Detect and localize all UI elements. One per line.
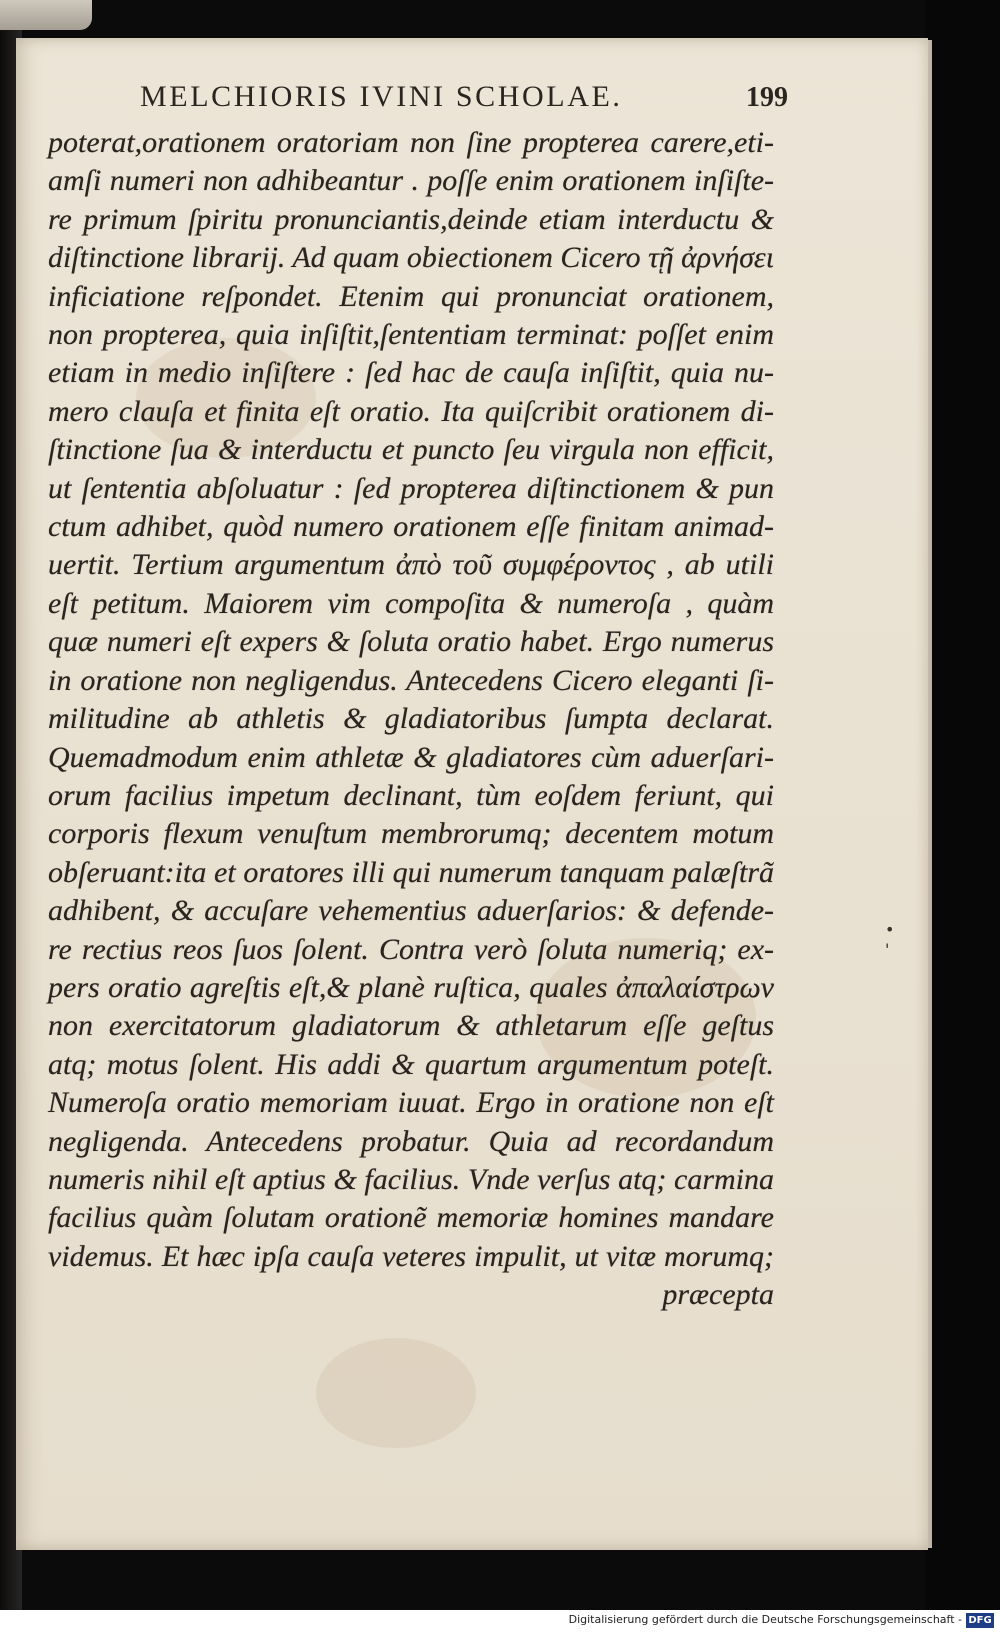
page-number: 199 — [746, 82, 788, 113]
dfg-logo: DFG — [966, 1613, 994, 1628]
text-line: pers oratio agreſtis eſt,& planè ruſtica, quales ἀπαλαίστρων — [48, 970, 774, 1004]
text-line: diſtinctione librarij. Ad quam obiectionem Cicero τῇ ἀρνήσει — [48, 241, 774, 275]
page-header — [140, 80, 788, 124]
text-line: videmus. Et hæc ipſa cauſa veteres impulit, ut vitæ morumq; — [48, 1239, 774, 1273]
text-line: Numeroſa oratio memoriam iuuat. Ergo in oratione non eſt — [48, 1086, 774, 1120]
text-line: numeris nihil eſt aptius & facilius. Vnde verſus atq; carmina — [48, 1162, 774, 1196]
text-line: quæ numeri eſt expers & ſoluta oratio habet. Ergo numerus — [48, 625, 774, 659]
text-line: ctum adhibet, quòd numero orationem eſſe finitam animad- — [48, 510, 774, 544]
text-line: in oratione non negligendus. Antecedens Cicero eleganti ſi- — [48, 663, 774, 697]
text-line: eſt petitum. Maiorem vim compoſita & numeroſa , quàm — [48, 586, 774, 620]
text-line: orum facilius impetum declinant, tùm eoſdem feriunt, qui — [48, 778, 774, 812]
text-line: poterat,orationem oratoriam non ſine propterea carere,eti- — [48, 126, 774, 159]
text-line: corporis flexum venuſtum membrorumq; decentem motum — [48, 817, 774, 851]
body-text — [48, 124, 774, 1315]
text-line: ſtinctione ſua & interductu et puncto ſeu virgula non efficit, — [48, 433, 774, 467]
catchword: præcepta — [662, 1278, 774, 1312]
text-line: non propterea, quia inſiſtit,ſententiam terminat: poſſet enim — [48, 318, 774, 352]
margin-marks: • ' — [885, 920, 895, 959]
text-line: re primum ſpiritu pronunciantis,deinde etiam interductu & — [48, 202, 774, 236]
text-line: amſi numeri non adhibeantur . poſſe enim orationem inſiſte- — [48, 164, 774, 198]
text-line: atq; motus ſolent. His addi & quartum argumentum poteſt. — [48, 1047, 774, 1081]
text-line: etiam in medio inſiſtere : ſed hac de cauſa inſiſtit, quia nu- — [48, 356, 774, 390]
foxing-stain — [316, 1338, 476, 1448]
text-line: Quemadmodum enim athletæ & gladiatores cùm aduerſari- — [48, 740, 774, 774]
text-line: negligenda. Antecedens probatur. Quia ad recordandum — [48, 1124, 774, 1158]
running-head: MELCHIORIS IVINI SCHOLAE. — [140, 80, 623, 113]
text-line: mero clauſa et finita eſt oratio. Ita quiſcribit orationem di- — [48, 394, 774, 428]
scan-border-bottom — [0, 1548, 1000, 1610]
footer — [0, 1610, 1000, 1634]
text-line: inficiatione reſpondet. Etenim qui pronunciat orationem, — [48, 279, 774, 313]
text-line: ut ſententia abſoluatur : ſed propterea diſtinctionem & pun — [48, 471, 774, 505]
text-line: adhibent, & accuſare vehementius aduerſarios: & defende- — [48, 894, 774, 928]
text-line: facilius quàm ſolutam orationẽ memoriæ homines mandare — [48, 1201, 774, 1235]
scan-border-right — [925, 0, 1000, 1610]
paper-scrap — [0, 0, 92, 30]
text-line: re rectius reos ſuos ſolent. Contra verò ſoluta numeriq; ex- — [48, 932, 774, 966]
text-line: non exercitatorum gladiatorum & athletarum eſſe geſtus — [48, 1009, 774, 1043]
text-line: obſeruant:ita et oratores illi qui numerum tanquam palæſtrã — [48, 855, 774, 889]
text-line: militudine ab athletis & gladiatoribus ſumpta declarat. — [48, 702, 774, 736]
scan-border-top — [0, 0, 1000, 40]
digitization-credit: Digitalisierung gefördert durch die Deutsche Forschungsgemeinschaft - — [568, 1613, 962, 1626]
text-line: uertit. Tertium argumentum ἀπὸ τοῦ συμφέροντος , ab utili — [48, 548, 774, 582]
